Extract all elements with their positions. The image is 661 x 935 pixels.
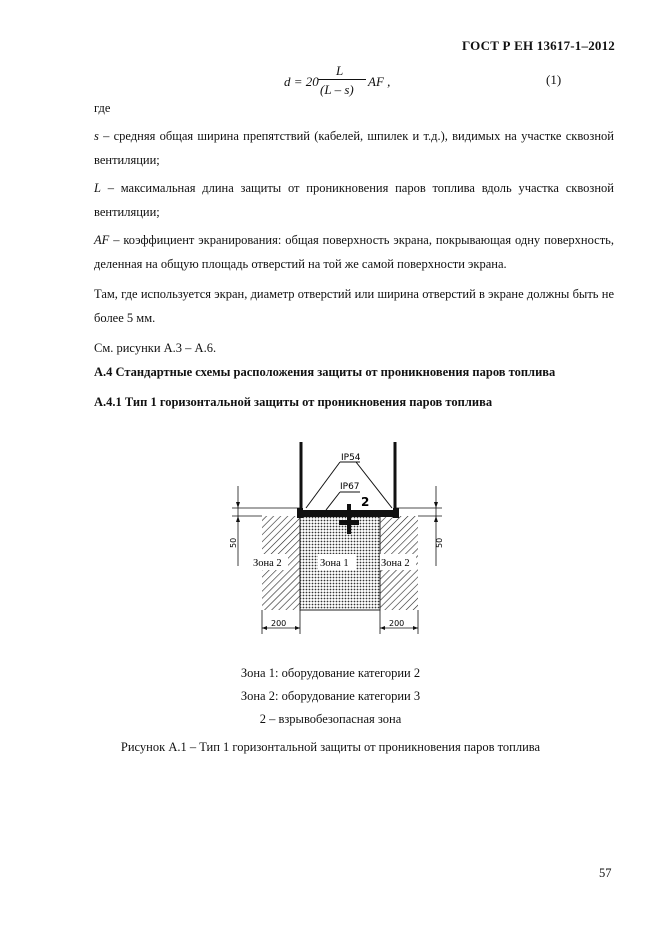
heading-a41: А.4.1 Тип 1 горизонтальной защиты от проникновения паров топлива: [94, 395, 493, 409]
t-junction-stem: [347, 504, 351, 534]
dim-left-arrow-down: [236, 502, 240, 508]
end-block-left: [297, 508, 303, 518]
dim-bottom-left-arrow2: [295, 626, 300, 630]
definition-af-text: – коэффициент экранирования: общая поверхность экрана, покрывающая одну поверхность, деленная на общую площадь отверстий на той же самой поверхности экрана.: [94, 233, 614, 271]
formula-numerator: L: [336, 63, 344, 78]
definition-l: [94, 176, 614, 224]
heading-a4: А.4 Стандартные схемы расположения защиты от проникновения паров топлива: [94, 365, 556, 379]
formula-lhs: d = 20: [284, 74, 319, 89]
definition-s: [94, 124, 614, 172]
figure-a1-diagram: [224, 438, 448, 636]
dim-bottom-right-arrow2: [413, 626, 418, 630]
zone1-label: Зона 1: [320, 558, 349, 569]
definition-s-text: – средняя общая ширина препятствий (кабелей, шпилек и т.д.), видимых на участке сквозной вентиляции;: [94, 129, 614, 167]
zone2-right-label: Зона 2: [381, 558, 410, 569]
caption-safe-zone: 2 – взрывобезопасная зона: [259, 712, 402, 726]
symbol-af: AF: [94, 233, 110, 247]
dim-left-arrow-up: [236, 516, 240, 522]
page-number: 57: [599, 866, 612, 880]
dim-200-right: 200: [389, 619, 405, 628]
leader-ip67: [326, 492, 340, 510]
definition-l-text: – максимальная длина защиты от проникновения паров топлива вдоль участка сквозной вентиляции;: [94, 181, 614, 219]
standard-header: ГОСТ Р ЕН 13617-1–2012: [462, 38, 615, 53]
formula-rhs: AF ,: [368, 74, 391, 89]
dim-200-left: 200: [271, 619, 287, 628]
zone2-left-label: Зона 2: [253, 558, 282, 569]
end-block-right: [393, 508, 399, 518]
definition-af: [94, 228, 614, 276]
dim-bottom-right-arrow1: [380, 626, 385, 630]
t-junction-bar: [339, 520, 359, 525]
dim-50-right: 50: [435, 537, 444, 548]
dim-50-left: 50: [229, 537, 238, 548]
see-figures: См. рисунки А.3 – А.6.: [94, 341, 217, 355]
where-word: где: [94, 101, 111, 115]
leader-ip54-left: [306, 462, 340, 508]
paragraph-screen: Там, где используется экран, диаметр отверстий или ширина отверстий в экране должны быть не более 5 мм.: [94, 287, 614, 325]
dim-bottom-left-arrow1: [262, 626, 267, 630]
formula: [284, 62, 404, 102]
equation-number: (1): [546, 72, 562, 87]
caption-zone1: Зона 1: оборудование категории 2: [240, 666, 421, 680]
symbol-l: L: [94, 181, 101, 195]
symbol-s: s: [94, 129, 99, 143]
formula-denominator: (L – s): [320, 82, 354, 97]
caption-zone2: Зона 2: оборудование категории 3: [240, 689, 421, 703]
label-2: 2: [361, 495, 370, 509]
dim-right-arrow-up: [434, 516, 438, 522]
figure-caption: Рисунок А.1 – Тип 1 горизонтальной защиты от проникновения паров топлива: [120, 740, 541, 754]
dim-right-arrow-down: [434, 502, 438, 508]
label-ip67: IP67: [340, 482, 360, 492]
label-ip54: IP54: [341, 453, 361, 463]
formula-fraction-bar: [318, 79, 366, 80]
